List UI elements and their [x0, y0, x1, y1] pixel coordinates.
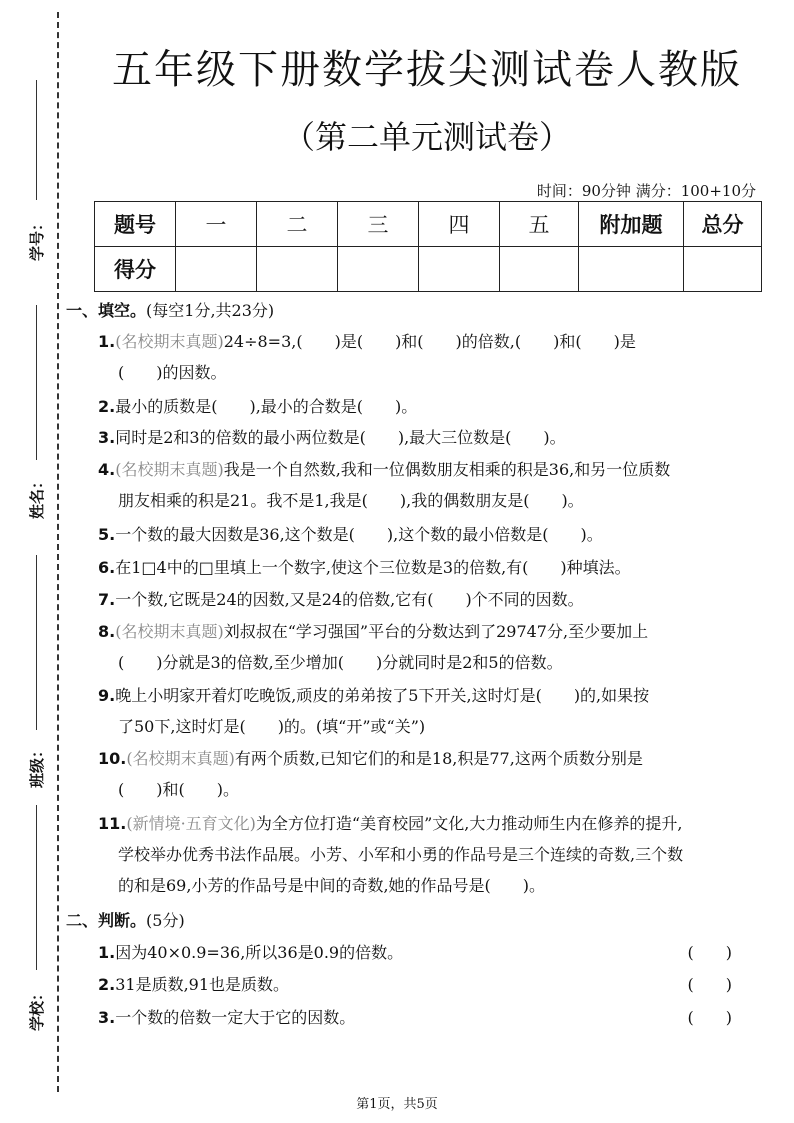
- score-header-cell: 题号: [95, 202, 176, 247]
- side-label-class: 班级：: [28, 742, 47, 789]
- question-number: 5.: [98, 525, 116, 544]
- question-text: 一个数,它既是24的因数,又是24的倍数,它有( )个不同的因数。: [115, 590, 584, 609]
- question-number: 6.: [98, 558, 116, 577]
- question-text: 24÷8=3,( )是( )和( )的倍数,( )和( )是: [223, 332, 636, 351]
- question-number: 11.: [98, 814, 127, 833]
- fill-question-5: [98, 519, 748, 550]
- question-text-continued: 的和是69,小芳的作品号是中间的奇数,她的作品号是( )。: [118, 876, 546, 895]
- fill-question-2: [98, 391, 748, 422]
- fill-question-10: [98, 743, 748, 805]
- side-rule-class: [36, 555, 37, 730]
- side-rule-id: [36, 80, 37, 200]
- section-2-note: (5分): [146, 911, 185, 930]
- score-header-cell: 五: [500, 202, 579, 247]
- question-text-continued: 了50下,这时灯是( )的。(填“开”或“关”): [118, 717, 426, 736]
- fill-question-6: [98, 552, 748, 583]
- question-tag: (新情境·五育文化): [126, 814, 256, 833]
- side-label-name: 姓名：: [28, 473, 47, 520]
- judge-question-3: [98, 1002, 748, 1033]
- score-header-cell: 四: [419, 202, 500, 247]
- question-number: 3.: [98, 1008, 116, 1027]
- score-cell[interactable]: [419, 247, 500, 292]
- question-text: 31是质数,91也是质数。: [115, 975, 290, 994]
- question-text: 因为40×0.9=36,所以36是0.9的倍数。: [115, 943, 404, 962]
- question-number: 4.: [98, 460, 116, 479]
- score-cell[interactable]: [176, 247, 257, 292]
- answer-parentheses[interactable]: ( ): [687, 943, 732, 962]
- page-title: 五年级下册数学拔尖测试卷人教版: [112, 47, 742, 93]
- question-text-continued: ( )分就是3的倍数,至少增加( )分就同时是2和5的倍数。: [118, 653, 563, 672]
- question-tag: (名校期末真题): [126, 749, 235, 768]
- score-header-cell: 三: [338, 202, 419, 247]
- score-header-cell: 二: [257, 202, 338, 247]
- answer-parentheses[interactable]: ( ): [687, 975, 732, 994]
- score-table: [94, 201, 762, 292]
- question-tag: (名校期末真题): [115, 332, 224, 351]
- question-text: 同时是2和3的倍数的最小两位数是( ),最大三位数是( )。: [115, 428, 566, 447]
- fill-question-4: [98, 454, 748, 516]
- question-number: 1.: [98, 332, 116, 351]
- score-cell[interactable]: [579, 247, 684, 292]
- score-header-cell: 一: [176, 202, 257, 247]
- question-number: 3.: [98, 428, 116, 447]
- fill-question-1: [98, 326, 748, 388]
- section-2-heading: [66, 908, 185, 931]
- score-cell[interactable]: [257, 247, 338, 292]
- section-1-title: 一、填空。: [66, 301, 147, 320]
- question-text-continued: 学校举办优秀书法作品展。小芳、小军和小勇的作品号是三个连续的奇数,三个数: [118, 845, 684, 864]
- question-number: 2.: [98, 397, 116, 416]
- judge-question-2: [98, 969, 748, 1000]
- section-1-note: (每空1分,共23分): [146, 301, 275, 320]
- binding-dashed-line: [57, 12, 59, 1092]
- score-table-score-row: [95, 247, 762, 292]
- exam-meta: 时间：90分钟 满分：100+10分: [536, 182, 756, 200]
- question-text-continued: ( )的因数。: [118, 363, 227, 382]
- side-rule-school: [36, 805, 37, 970]
- fill-question-11: [98, 808, 748, 901]
- question-text: 在1□4中的□里填上一个数字,使这个三位数是3的倍数,有( )种填法。: [115, 558, 631, 577]
- score-cell[interactable]: [684, 247, 762, 292]
- answer-parentheses[interactable]: ( ): [687, 1008, 732, 1027]
- question-number: 1.: [98, 943, 116, 962]
- score-cell[interactable]: [338, 247, 419, 292]
- score-row-label: 得分: [95, 247, 176, 292]
- question-text: 为全方位打造“美育校园”文化,大力推动师生内在修养的提升,: [255, 814, 683, 833]
- page-subtitle: （第二单元测试卷）: [282, 118, 571, 156]
- side-label-student-id: 学号：: [28, 215, 47, 262]
- score-table-header-row: [95, 202, 762, 247]
- question-number: 10.: [98, 749, 127, 768]
- question-tag: (名校期末真题): [115, 460, 224, 479]
- score-header-cell: 总分: [684, 202, 762, 247]
- judge-question-1: [98, 937, 748, 968]
- question-number: 8.: [98, 622, 116, 641]
- question-text: 晚上小明家开着灯吃晚饭,顽皮的弟弟按了5下开关,这时灯是( )的,如果按: [115, 686, 650, 705]
- question-text: 我是一个自然数,我和一位偶数朋友相乘的积是36,和另一位质数: [223, 460, 671, 479]
- question-text: 有两个质数,已知它们的和是18,积是77,这两个质数分别是: [234, 749, 643, 768]
- question-text-continued: 朋友相乘的积是21。我不是1,我是( ),我的偶数朋友是( )。: [118, 491, 584, 510]
- fill-question-8: [98, 616, 748, 678]
- side-rule-name: [36, 305, 37, 460]
- fill-question-9: [98, 680, 748, 742]
- question-number: 2.: [98, 975, 116, 994]
- section-2-title: 二、判断。: [66, 911, 147, 930]
- side-label-school: 学校：: [28, 985, 47, 1032]
- page-footer: 第1页，共5页: [356, 1097, 438, 1112]
- fill-question-7: [98, 584, 748, 615]
- score-cell[interactable]: [500, 247, 579, 292]
- question-text-continued: ( )和( )。: [118, 780, 239, 799]
- question-text: 最小的质数是( ),最小的合数是( )。: [115, 397, 418, 416]
- question-text: 一个数的倍数一定大于它的因数。: [115, 1008, 356, 1027]
- question-number: 7.: [98, 590, 116, 609]
- question-text: 一个数的最大因数是36,这个数是( ),这个数的最小倍数是( )。: [115, 525, 603, 544]
- section-1-heading: [66, 298, 274, 321]
- question-number: 9.: [98, 686, 116, 705]
- question-tag: (名校期末真题): [115, 622, 224, 641]
- fill-question-3: [98, 422, 748, 453]
- question-text: 刘叔叔在“学习强国”平台的分数达到了29747分,至少要加上: [223, 622, 649, 641]
- score-header-cell: 附加题: [579, 202, 684, 247]
